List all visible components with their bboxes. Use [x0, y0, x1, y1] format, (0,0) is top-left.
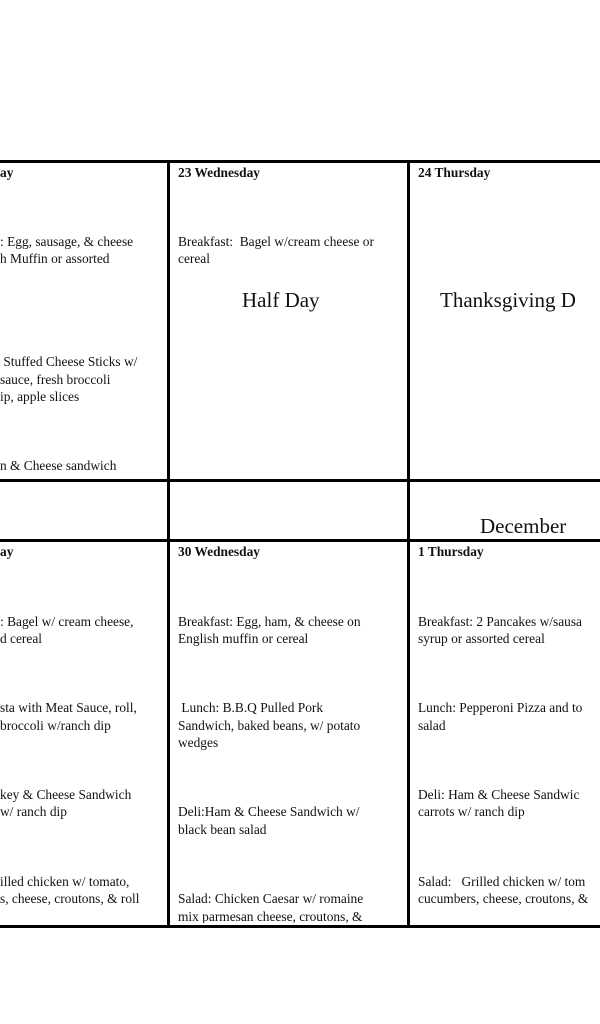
day-label: 23 Wednesday [178, 165, 260, 180]
deli-entry: n & Cheese sandwich [0, 458, 117, 474]
week2-thursday-cell [418, 543, 600, 923]
day-label: ay [0, 165, 14, 180]
lunch-entry: Lunch: B.B.Q Pulled Pork Sandwich, baked beans, w/ potato wedges [178, 700, 361, 751]
breakfast-entry: : Bagel w/ cream cheese, d cereal [0, 613, 134, 647]
grid-line-week1-bottom [0, 479, 600, 482]
holiday-banner: Thanksgiving D [440, 288, 576, 312]
day-label: 1 Thursday [418, 544, 484, 559]
grid-line-bottom [0, 925, 600, 928]
salad-entry: Salad: Chicken Caesar w/ romaine mix parmesan cheese, croutons, & [178, 891, 364, 923]
lunch-entry: Stuffed Cheese Sticks w/ sauce, fresh broccoli ip, apple slices [0, 354, 138, 405]
menu-entries [0, 198, 139, 476]
day-label: ay [0, 544, 14, 559]
month-label: December [480, 514, 567, 538]
grid-line-col-1 [167, 160, 170, 928]
deli-entry: key & Cheese Sandwich w/ ranch dip [0, 787, 132, 820]
lunch-entry: sta with Meat Sauce, roll, broccoli w/ranch dip [0, 700, 137, 733]
menu-entries [418, 578, 588, 923]
week2-day-cell [0, 543, 166, 923]
grid-line-col-2 [407, 160, 410, 928]
deli-entry: Deli: Ham & Cheese Sandwic carrots w/ ranch dip [418, 787, 580, 820]
day-label: 30 Wednesday [178, 544, 260, 559]
week2-wednesday-cell [178, 543, 404, 923]
day-label: 24 Thursday [418, 165, 491, 180]
salad-entry: Salad: Grilled chicken w/ tom cucumbers, cheese, croutons, & [418, 873, 589, 907]
menu-entries [178, 578, 363, 923]
grid-line-week2-top [0, 539, 600, 542]
grid-line-top [0, 160, 600, 163]
lunch-entry: Lunch: Pepperoni Pizza and to salad [418, 700, 583, 733]
menu-entries [0, 578, 139, 923]
deli-entry: Deli:Ham & Cheese Sandwich w/ black bean salad [178, 804, 360, 837]
half-day-banner: Half Day [242, 288, 320, 312]
salad-entry: illed chicken w/ tomato, s, cheese, croutons, & roll [0, 873, 140, 907]
breakfast-entry: Breakfast: 2 Pancakes w/sausa syrup or assorted cereal [418, 613, 582, 647]
week1-wednesday-cell [178, 164, 404, 476]
breakfast-entry: Breakfast: Bagel w/cream cheese or cereal [178, 233, 374, 267]
breakfast-entry: Breakfast: Egg, ham, & cheese on English muffin or cereal [178, 613, 361, 647]
week1-thursday-cell [418, 164, 600, 476]
week1-day-cell [0, 164, 166, 476]
breakfast-entry: : Egg, sausage, & cheese h Muffin or assorted [0, 233, 134, 267]
